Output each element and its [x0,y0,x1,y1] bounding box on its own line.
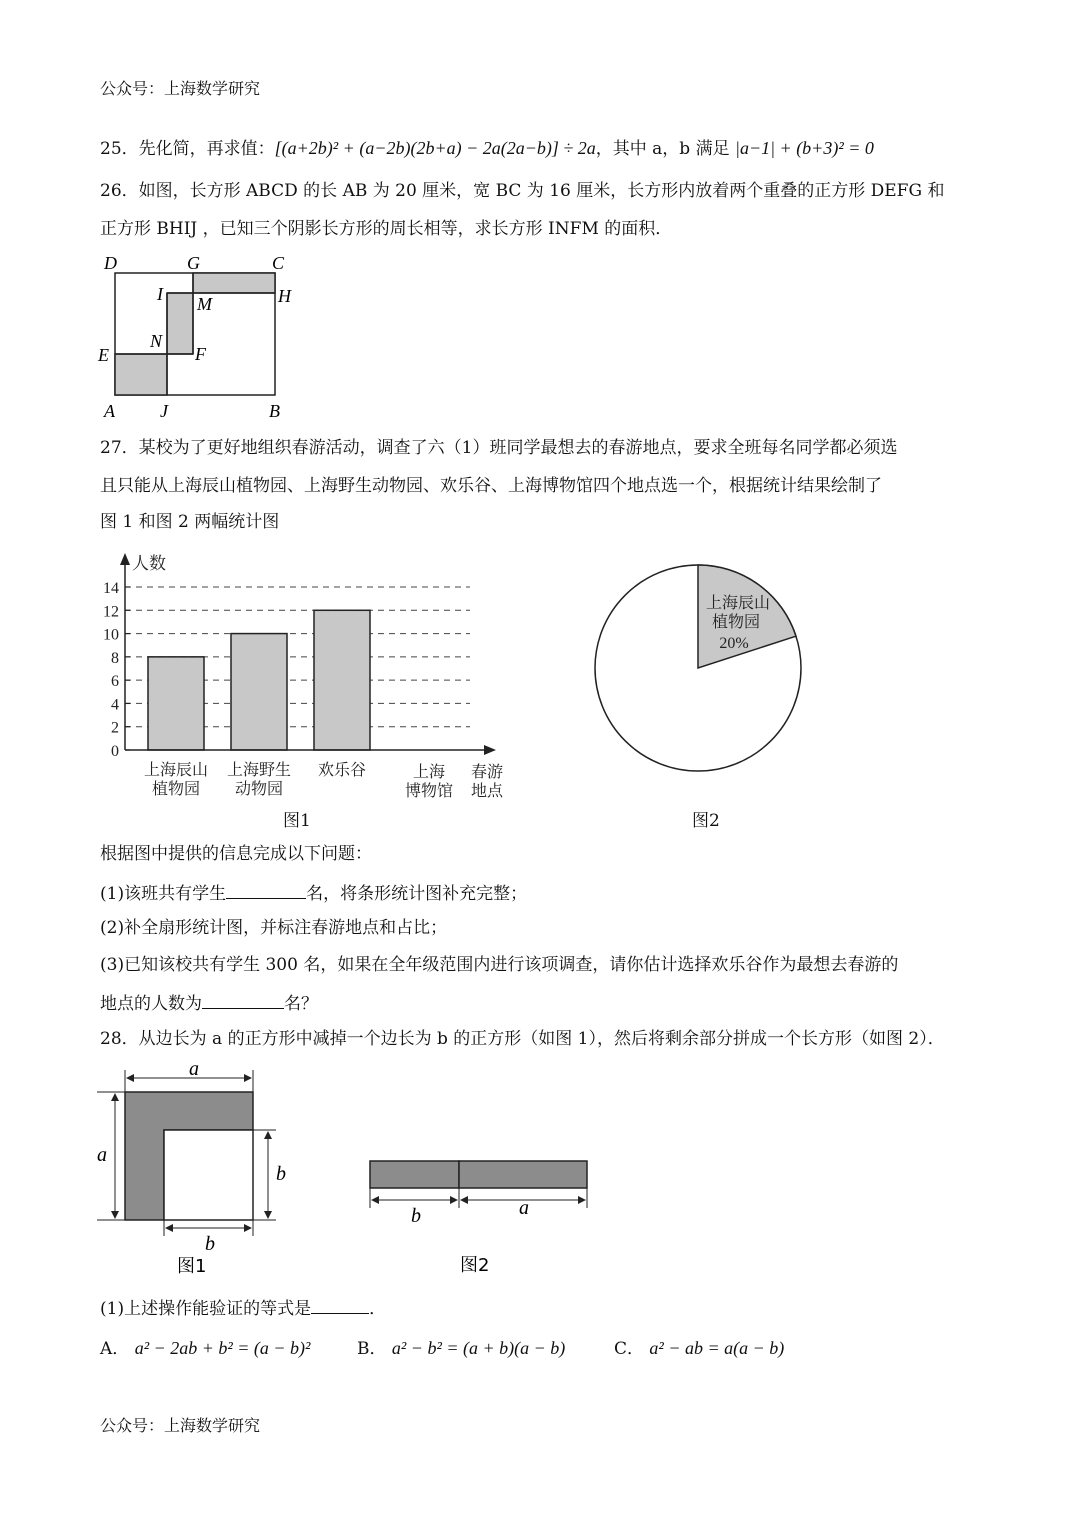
bar-2 [314,610,370,750]
option-a-formula: a² − 2ab + b² = (a − b)² [134,1338,311,1358]
page-header: 公众号：上海数学研究 [100,79,261,98]
q25-condition: |a−1| + (b+3)² = 0 [735,138,874,158]
y-tick-label-10: 10 [103,626,119,644]
label-N: N [150,331,163,351]
y-axis-arrow [120,553,130,565]
label-J: J [160,401,168,421]
option-a[interactable] [100,1334,310,1359]
x-category-label-0-1: 植物园 [151,779,201,798]
q27-sub3-text-end: 名？ [284,994,318,1014]
label-I: I [157,284,163,304]
x-axis-arrow [484,745,496,755]
y-tick-label-12: 12 [103,603,119,621]
label-a-left: a [97,1144,107,1166]
q27-sub1-text: (1)该班共有学生 [100,884,227,904]
shaded-rect-bottom [115,354,167,395]
x-axis-title-line2: 地点 [470,781,504,800]
q27-sub3-line2 [100,990,318,1015]
label-a: a [519,1197,529,1219]
label-M: M [197,294,212,314]
removed-square-b [164,1130,253,1220]
option-b-formula: a² − b² = (a + b)(a − b) [391,1338,566,1358]
option-c[interactable] [614,1334,784,1359]
pie-label-percent: 20% [719,635,749,652]
x-category-label-3-0: 上海 [412,762,446,781]
q28-sub1-end: ． [369,1299,387,1319]
q27-prompt: 根据图中提供的信息完成以下问题： [100,844,372,864]
label-b-bottom: b [205,1233,215,1255]
label-b: b [411,1205,421,1227]
label-H: H [278,286,291,306]
label-A: A [104,401,115,421]
pie-chart [590,555,810,775]
q27-line2: 且只能从上海辰山植物园、上海野生动物园、欢乐谷、上海博物馆四个地点选一个，根据统计结果绘制了 [100,476,882,496]
label-B: B [269,401,280,421]
option-c-formula: a² − ab = a(a − b) [649,1338,785,1358]
q25-prefix: 25．先化简，再求值： [100,139,275,159]
y-tick-label-14: 14 [103,580,119,597]
answer-blank-1 [226,880,306,899]
bar-0 [148,657,204,750]
x-category-label-1-0: 上海野生 [226,760,292,779]
q28-figure-2 [360,1150,600,1280]
y-tick-label-8: 8 [111,649,119,667]
q28-fig1-caption: 图1 [177,1256,207,1277]
fig2-caption: 图2 [692,811,720,831]
label-C: C [272,253,285,273]
pie-label-line1: 上海辰山 [705,593,771,612]
label-a-top: a [189,1060,199,1080]
rect-part-a [459,1161,587,1188]
option-b-label: B． [357,1339,387,1359]
q27-sub1 [100,880,527,905]
y-tick-label-2: 2 [111,719,119,737]
q27-line3: 图 1 和图 2 两幅统计图 [100,512,280,532]
label-E: E [98,345,109,365]
q26-figure [95,250,305,425]
bar-chart [95,545,515,810]
x-category-label-3-1: 博物馆 [404,781,454,800]
q28-figure-1 [92,1060,292,1280]
label-b-right: b [276,1163,286,1185]
label-G: G [187,253,200,273]
fig1-caption: 图1 [283,811,311,831]
shaded-rect-top [193,273,275,293]
label-D: D [104,253,117,273]
q28-line1: 28．从边长为 a 的正方形中减掉一个边长为 b 的正方形（如图 1），然后将剩余部分拼成一个长方形（如图 2）． [100,1029,945,1049]
y-tick-label-0: 0 [111,743,119,760]
rect-part-b [370,1161,459,1188]
x-axis-title-line1: 春游 [470,762,504,781]
pie-label-line2: 植物园 [711,612,761,631]
y-axis-title: 人数 [132,554,166,574]
q28-fig2-caption: 图2 [460,1255,490,1276]
option-c-label: C． [614,1339,645,1359]
q28-sub1 [100,1295,386,1320]
page-footer: 公众号：上海数学研究 [100,1416,261,1435]
q27-line1: 27．某校为了更好地组织春游活动，调查了六（1）班同学最想去的春游地点，要求全班每名同学都必须选 [100,438,898,458]
x-category-label-2-0: 欢乐谷 [317,760,367,779]
shaded-rect-infm [167,293,193,354]
q25-expression: [(a+2b)² + (a−2b)(2b+a) − 2a(2a−b)] ÷ 2a [274,138,596,158]
q25-mid: ，其中 a，b 满足 [595,139,730,159]
y-tick-label-6: 6 [111,673,119,691]
q27-sub3-text: 地点的人数为 [100,994,202,1014]
question-25 [100,137,874,160]
option-b[interactable] [357,1334,565,1359]
x-category-label-0-0: 上海辰山 [143,760,209,779]
q27-sub3-line1: (3)已知该校共有学生 300 名，如果在全年级范围内进行该项调查，请你估计选择欢乐谷作为最想去春游的 [100,955,899,975]
option-a-label: A． [100,1339,130,1359]
label-F: F [195,344,206,364]
q26-line2: 正方形 BHIJ ，已知三个阴影长方形的周长相等，求长方形 INFM 的面积． [100,219,673,239]
x-category-label-1-1: 动物园 [234,779,284,798]
q26-line1: 26．如图，长方形 ABCD 的长 AB 为 20 厘米，宽 BC 为 16 厘米，长方形内放着两个重叠的正方形 DEFG 和 [100,181,945,201]
q28-sub1-text: (1)上述操作能验证的等式是 [100,1299,312,1319]
bar-1 [231,634,287,750]
q27-sub1-text-end: 名，将条形统计图补充完整； [306,884,528,904]
answer-blank-3 [311,1295,369,1314]
y-tick-label-4: 4 [111,696,119,714]
q27-sub2: (2)补全扇形统计图，并标注春游地点和占比； [100,918,448,938]
answer-blank-2 [202,990,284,1009]
